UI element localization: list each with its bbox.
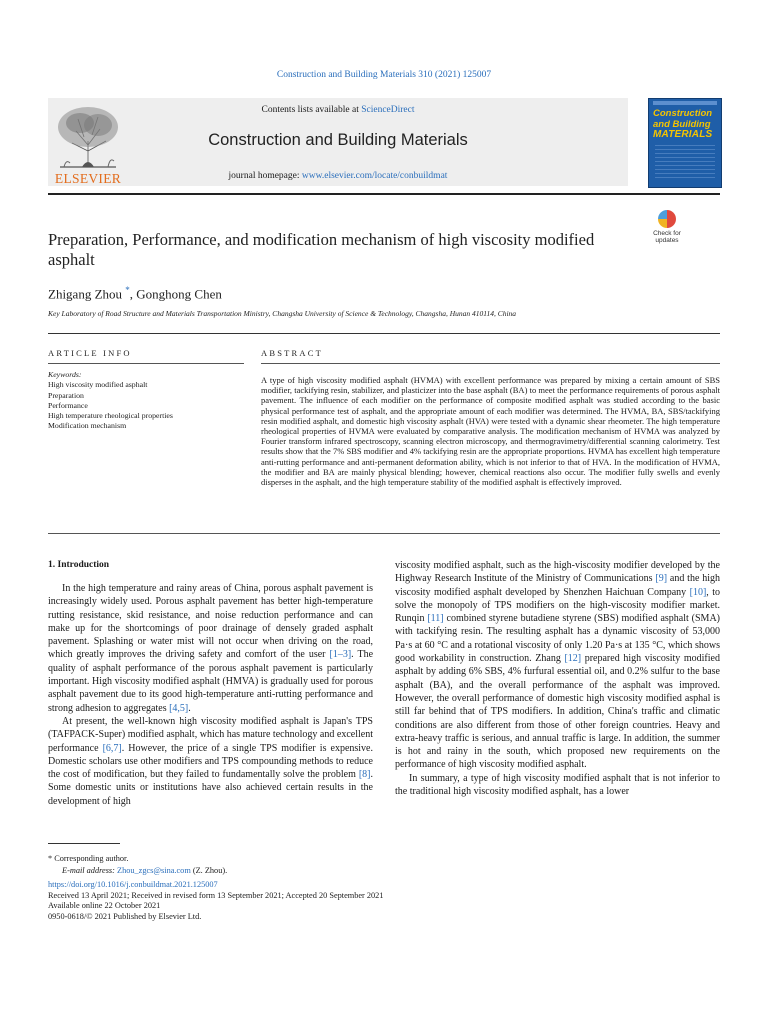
article-title: Preparation, Performance, and modification mechanism of high viscosity modified asphalt: [48, 230, 595, 269]
copyright-line: 0950-0618/© 2021 Published by Elsevier Ltd.: [48, 911, 202, 921]
check-for-updates-badge[interactable]: [648, 210, 686, 248]
body-column-left: [48, 582, 373, 808]
cover-text-lines: [655, 145, 715, 179]
abstract-text: A type of high viscosity modified asphalt (HVMA) with excellent performance was prepared by mixing a certain amount of SBS modifier, tackifying resin, stabilizer, and plasticizer into the base asphalt (BA) to meet the performance requirements of porous asphalt pavement. The influence of each modifier on the performance of composite modified asphalt was studied according to the basic physical performance test of asphalt, and the appropriate amount of each modifier was determined. The HVMA, BA, SBS/tackifying resin modified asphalt, and domestic high viscosity asphalt (HVA) were tested with a dynamic shear rheometer. The high temperature rheological properties of HVMA were evaluated by comparative analysis. The modification mechanism of HVMA was analyzed by Fourier transform infrared spectroscopy, scanning electron microscopy, and thermogravimetry/differential scanning calorimetry. Test results show that the 7% SBS modifier and 4% tackifying resin are the appropriate proportions. HVMA has excellent high temperature anti-rutting performance and anti-permanent deformation ability, which is not inferior to that of HVA. In the modification of HVMA, the modifier and BA are mainly physical blending; however, chemical reactions also occur. The modifier fully swells and evenly disperses in the asphalt, and the high temperature stability of the modified asphalt is effectively improved.: [261, 375, 720, 488]
keywords-label: Keywords:: [48, 370, 82, 379]
abstract-heading: ABSTRACT: [261, 348, 323, 358]
homepage-line: [48, 171, 628, 181]
text-run: At present, the well-known high viscosity modified asphalt is Japan's TPS (TAFPACK-Super) modified asphalt, which has mature technology and excellent performance: [48, 715, 373, 754]
cover-title-line2: and Building: [653, 118, 711, 130]
author-name: Gonghong Chen: [136, 286, 222, 302]
affiliation: Key Laboratory of Road Structure and Materials Transportation Ministry, Changsha University of Science & Technology, Changsha, Hunan 410114, China: [48, 309, 517, 318]
received-dates: Received 13 April 2021; Received in revised form 13 September 2021; Accepted 20 September 2021: [48, 890, 384, 900]
citation-link[interactable]: [10]: [689, 586, 707, 598]
footnote-divider: [48, 843, 120, 844]
text-run: viscosity modified asphalt, such as the high-viscosity modifier developed by the Highway Research Institute of the Ministry of Communications: [395, 560, 720, 585]
email-link[interactable]: Zhou_zgcs@sina.com: [117, 865, 191, 875]
cover-strip: [653, 101, 717, 105]
available-online: Available online 22 October 2021: [48, 901, 161, 910]
body-paragraph: [48, 582, 373, 715]
author-list: [48, 285, 222, 302]
email-line: [48, 865, 368, 877]
text-run: . The quality of asphalt performance of the porous asphalt pavement is particularly important. High viscosity modified asphalt (HMVA) is gradually used for porous asphalt pavement due to its good high-temperature anti-rutting performance and strong adhesion to aggregates: [48, 649, 374, 714]
affiliation-divider: [48, 333, 720, 334]
keywords-block: [48, 370, 248, 432]
keyword-item: Modification mechanism: [48, 421, 127, 431]
body-column-right: [395, 559, 720, 798]
text-run: In the high temperature and rainy areas of China, porous asphalt pavement is increasingly widely used. Porous asphalt pavement has better high-temperature rutting resistance, skid resistance, and noise reduction performance and can make up for the shortcomings of poor drainage of densely graded asphalt pavement. Splashing or water mist will not occur when driving on the road, which greatly improves the driving safety and comfort of the user: [48, 583, 373, 661]
doi-link[interactable]: https://doi.org/10.1016/j.conbuildmat.2021.125007: [48, 880, 218, 889]
sciencedirect-link[interactable]: ScienceDirect: [361, 105, 415, 115]
citation-link[interactable]: [9]: [655, 573, 668, 585]
body-paragraph: [395, 559, 720, 772]
text-run: . However, the price of a single TPS modifier is expensive. Domestic scholars use other modifiers and TPS compounding methods to reduce the cost of modification, but they failed to fundamentally solve the problem: [48, 742, 373, 781]
homepage-link[interactable]: www.elsevier.com/locate/conbuildmat: [301, 171, 448, 181]
journal-cover-thumbnail: [648, 98, 722, 188]
crossmark-label-line2: updates: [655, 237, 679, 244]
cover-title: [653, 109, 718, 141]
contents-prefix: Contents lists available at: [261, 105, 362, 115]
contents-line: [48, 105, 628, 115]
homepage-prefix: journal homepage:: [228, 171, 302, 181]
text-run: . Some domestic units or institutions have also achieved certain results in the development of high: [48, 769, 373, 807]
article-info-heading: ARTICLE INFO: [48, 348, 132, 358]
email-label: E-mail address:: [62, 865, 117, 875]
author-name: Zhigang Zhou: [48, 286, 123, 302]
keyword-item: Performance: [48, 400, 88, 410]
text-run: and the high viscosity modified asphalt developed by Shenzhen Haichuan Company: [395, 573, 721, 598]
author-separator: ,: [129, 286, 137, 302]
keyword-item: Preparation: [48, 390, 84, 400]
footnote: [48, 853, 368, 876]
publication-details: [48, 880, 468, 922]
crossmark-icon: [658, 210, 676, 228]
citation-link[interactable]: [6,7]: [102, 742, 122, 754]
keyword-item: High viscosity modified asphalt: [48, 380, 148, 390]
journal-title: Construction and Building Materials: [208, 131, 468, 149]
abstract-end-divider: [48, 533, 720, 534]
cover-title-line1: Construction: [653, 108, 713, 119]
keyword-item: High temperature rheological properties: [48, 411, 173, 421]
citation-link[interactable]: [4,5]: [169, 702, 189, 714]
journal-reference[interactable]: Construction and Building Materials 310 (2021) 125007: [276, 70, 492, 80]
email-suffix: (Z. Zhou).: [190, 865, 228, 875]
body-paragraph: [48, 715, 373, 808]
text-run: .: [188, 702, 191, 714]
body-paragraph: In summary, a type of high viscosity modified asphalt that is not inferior to the traditional high viscosity modified asphalt, has a lower: [395, 772, 720, 798]
citation-link[interactable]: [8]: [358, 769, 371, 781]
crossmark-label: [648, 230, 686, 244]
citation-link[interactable]: [12]: [564, 653, 582, 665]
corresponding-author-note: * Corresponding author.: [48, 854, 129, 863]
abstract-divider: [261, 363, 720, 364]
cover-title-line3: MATERIALS: [653, 129, 713, 140]
section-heading-introduction: 1. Introduction: [48, 560, 110, 570]
article-info-divider: [48, 363, 244, 364]
text-run: combined styrene butadiene styrene (SBS) modified asphalt (SMA) with tackifying resin. The resulting asphalt has a dynamic viscosity of 53,000 Pa·s at 60 °C and a rotational viscosity of only 1.20 Pa·s at 135 °C, which shows good workability in construction. Zhang: [395, 613, 721, 665]
citation-link[interactable]: [1–3]: [329, 649, 352, 661]
text-run: , to solve the monopoly of TPS modifiers on the high-viscosity modifier market. Runqin: [395, 586, 720, 625]
crossmark-label-line1: Check for: [653, 230, 681, 237]
citation-link[interactable]: [11]: [427, 613, 444, 625]
corresponding-author-mark[interactable]: *: [125, 285, 130, 295]
header-divider: [48, 193, 720, 195]
text-run: prepared high viscosity modified asphalt by adding 6% SBS, 4% furfural essential oil, and 0.2% sulfur to the base asphalt (BA), and the overall performance of the asphalt was improved. However, the overall performance of domestic high viscosity modified asphal is still far behind that of TPS modifiers. In addition, China's traffic and climatic conditions are also different from those of other foreign countries. Heavy and extra-heavy traffic is serious, and annual traffic is large. In addition, the summer is hot and rainy in the south, which proposed new requirements on the performance of high viscosity modified asphalt.: [395, 653, 720, 771]
elsevier-wordmark: ELSEVIER: [54, 171, 122, 186]
